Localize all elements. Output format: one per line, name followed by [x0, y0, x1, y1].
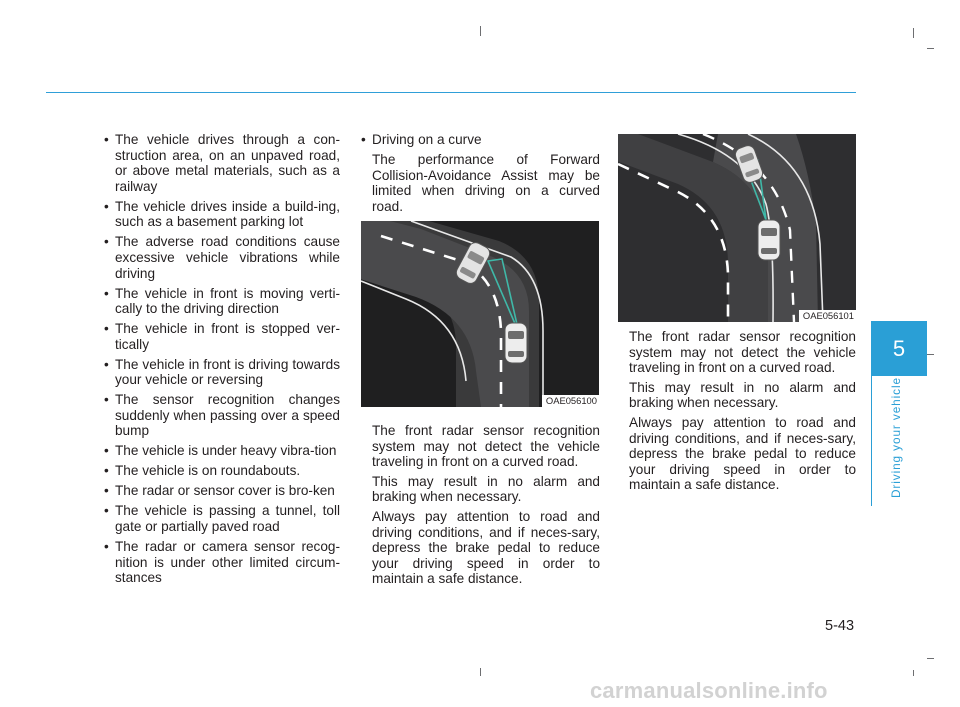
- condition-list: [100, 132, 340, 586]
- header-rule: [46, 92, 856, 93]
- curved-road-drawing: [618, 134, 856, 322]
- paragraph: This may result in no alarm and braking when necessary.: [372, 473, 600, 505]
- list-item: • The vehicle drives inside a build-ing, such as a basement parking lot: [100, 199, 340, 230]
- middle-text: [357, 418, 600, 587]
- list-item: • The vehicle in front is stopped ver-tically: [100, 321, 340, 352]
- curve-illustration-1: [361, 221, 599, 407]
- crop-mark: [480, 26, 481, 36]
- curve-illustration-2: [618, 134, 856, 322]
- left-column: [100, 132, 340, 590]
- right-text: [614, 324, 856, 493]
- crop-mark: [927, 48, 934, 49]
- list-item: • The radar or sensor cover is bro-ken: [100, 483, 340, 499]
- list-item: • The vehicle is under heavy vibra-tion: [100, 443, 340, 459]
- chapter-title: Driving your vehicle: [889, 377, 903, 498]
- crop-mark: [913, 670, 914, 676]
- chapter-tab: 5: [871, 321, 927, 376]
- list-item: • The sensor recognition changes suddenly when passing over a speed bump: [100, 392, 340, 439]
- list-item: • The adverse road conditions cause excessive vehicle vibrations while driving: [100, 234, 340, 281]
- crop-mark: [927, 354, 934, 355]
- intro-paragraph: The performance of Forward Collision-Avoidance Assist may be limited when driving on a curved road.: [372, 151, 600, 214]
- crop-mark: [913, 28, 914, 38]
- list-item: • Driving on a curve: [357, 132, 600, 148]
- chapter-tab-rule: [871, 376, 872, 506]
- list-item: • The radar or camera sensor recog-nition is under other limited circum-stances: [100, 539, 340, 586]
- list-item: • The vehicle is passing a tunnel, toll gate or partially paved road: [100, 503, 340, 534]
- paragraph: This may result in no alarm and braking when necessary.: [629, 379, 856, 411]
- watermark: carmanualsonline.info: [590, 678, 828, 703]
- list-item: • The vehicle in front is driving towards your vehicle or reversing: [100, 357, 340, 388]
- list-item: • The vehicle is on roundabouts.: [100, 463, 340, 479]
- paragraph: Always pay attention to road and driving conditions, and if neces-sary, depress the brake pedal to reduce your driving speed in order to maintain a safe distance.: [372, 508, 600, 587]
- paragraph: The front radar sensor recognition system may not detect the vehicle traveling in front on a curved road.: [629, 329, 856, 376]
- figure-code: OAE056100: [542, 395, 599, 407]
- middle-column: [357, 132, 600, 214]
- list-item: • The vehicle in front is moving verti-cally to the driving direction: [100, 286, 340, 317]
- crop-mark: [480, 668, 481, 676]
- curved-road-drawing: [361, 221, 599, 407]
- paragraph: Always pay attention to road and driving conditions, and if neces-sary, depress the brake pedal to reduce your driving speed in order to maintain a safe distance.: [629, 414, 856, 493]
- figure-code: OAE056101: [799, 310, 856, 322]
- paragraph: The front radar sensor recognition system may not detect the vehicle traveling in front on a curved road.: [372, 423, 600, 470]
- page-number: 5-43: [825, 618, 855, 634]
- list-item: • The vehicle drives through a con-struction area, on an unpaved road, or above metal materials, such as a railway: [100, 132, 340, 194]
- crop-mark: [927, 658, 934, 659]
